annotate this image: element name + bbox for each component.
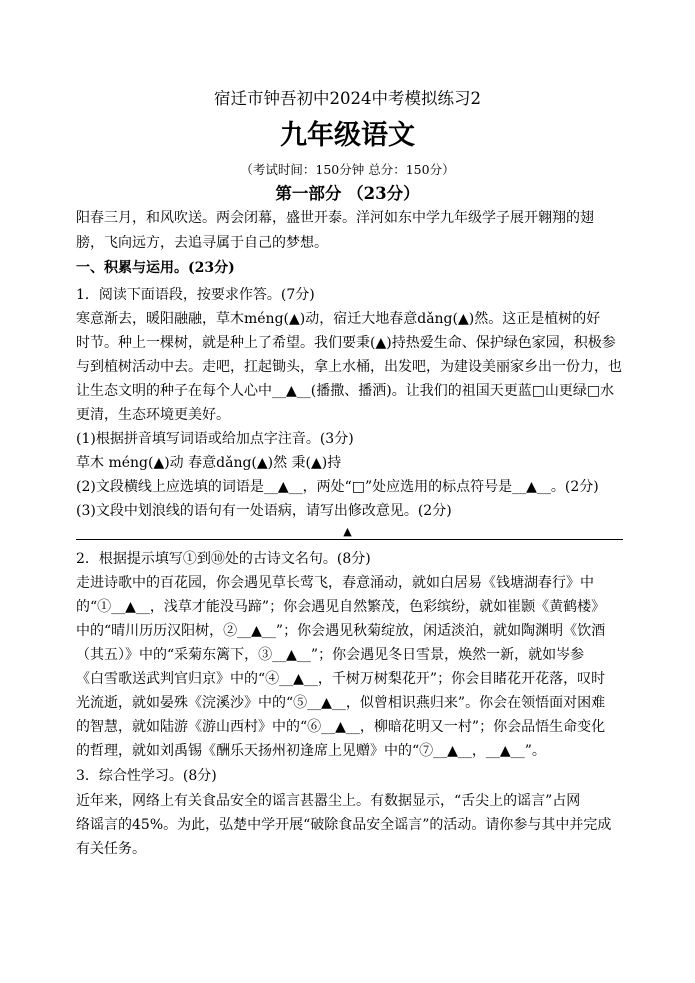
question-2-heading: 2．根据提示填写①到⑩处的古诗文名句。(8分) — [76, 551, 371, 567]
subject-title: 九年级语文 — [280, 120, 415, 151]
exam-info: （考试时间：150分钟 总分：150分） — [240, 162, 455, 177]
question-3-heading: 3．综合性学习。(8分) — [76, 768, 217, 784]
q1-sub2: (2)文段横线上应选填的词语是__▲__，两处“□”处应选用的标点符号是__▲__。(2分) — [76, 479, 599, 495]
q1-passage-line: 寒意渐去，暖阳融融，草木méng(▲)动，宿迁大地春意dǎng(▲)然。这正是植树的好 — [76, 311, 601, 327]
q1-sub1: (1)根据拼音填写词语或给加点字注音。(3分) — [76, 431, 354, 447]
q2-passage-line: 的智慧，就如陆游《游山西村》中的“⑥__▲__，柳暗花明又一村”；你会品悟生命变化 — [76, 719, 606, 735]
q2-passage-line: 光流逝，就如晏殊《浣溪沙》中的“⑤__▲__，似曾相识燕归来”。你会在领悟面对困难 — [76, 695, 606, 711]
q3-passage-line: 有关任务。 — [76, 841, 146, 857]
q1-passage-line: 让生态文明的种子在每个人心中__▲__(播撒、播洒)。让我们的祖国天更蓝□山更绿□水 — [76, 383, 615, 399]
q2-passage-line: 走进诗歌中的百花园，你会遇见草长莺飞，春意涌动，就如白居易《钱塘湖春行》中 — [76, 575, 594, 591]
q2-passage-line: 的哲理，就如刘禹锡《酬乐天扬州初逢席上见赠》中的“⑦__▲__，__▲__”。 — [76, 743, 546, 759]
q3-passage-line: 近年来，网络上有关食品安全的谣言甚嚣尘上。有数据显示，“舌尖上的谣言”占网 — [76, 793, 581, 809]
q1-sub1-items: 草木 méng(▲)动 春意dǎng(▲)然 秉(▲)持 — [76, 455, 342, 471]
q1-passage-line: 更清，生态环境更美好。 — [76, 407, 230, 423]
answer-mark: ▲ — [343, 525, 352, 538]
section-heading: 一、积累与运用。(23分) — [76, 260, 235, 276]
q3-passage-line: 络谣言的45%。为此，弘楚中学开展“破除食品安全谣言”的活动。请你参与其中并完成 — [76, 817, 612, 833]
q2-passage-line: 的“①__▲__，浅草才能没马蹄”；你会遇见自然繁茂，色彩缤纷，就如崔颢《黄鹤楼》 — [76, 599, 606, 615]
answer-line — [76, 539, 623, 540]
school-title: 宿迁市钟吾初中2024中考模拟练习2 — [214, 89, 481, 108]
intro-line: 膀，飞向远方，去追寻属于自己的梦想。 — [76, 235, 328, 251]
q2-passage-line: 《白雪歌送武判官归京》中的“④__▲__，千树万树梨花开”；你会目睹花开花落，叹时 — [76, 671, 606, 687]
q2-passage-line: 中的“晴川历历汉阳树，②__▲__”；你会遇见秋菊绽放，闲适淡泊，就如陶渊明《饮酒 — [76, 623, 606, 639]
intro-line: 阳春三月，和风吹送。两会闭幕，盛世开泰。洋河如东中学九年级学子展开翱翔的翅 — [76, 210, 594, 226]
part-title: 第一部分 （23分） — [275, 184, 420, 203]
q1-passage-line: 时节。种上一棵树，就是种上了希望。我们要秉(▲)持热爱生命、保护绿色家园，积极参 — [76, 335, 616, 351]
q2-passage-line: （其五）》中的“采菊东篱下，③__▲__”；你会遇见冬日雪景，焕然一新，就如岑参 — [76, 647, 585, 663]
q1-sub3: (3)文段中划浪线的语句有一处语病，请写出修改意见。(2分) — [76, 503, 452, 519]
q1-passage-line: 与到植树活动中去。走吧，扛起锄头，拿上水桶，出发吧，为建设美丽家乡出一份力，也 — [76, 359, 622, 375]
question-1-heading: 1．阅读下面语段，按要求作答。(7分) — [76, 287, 315, 303]
